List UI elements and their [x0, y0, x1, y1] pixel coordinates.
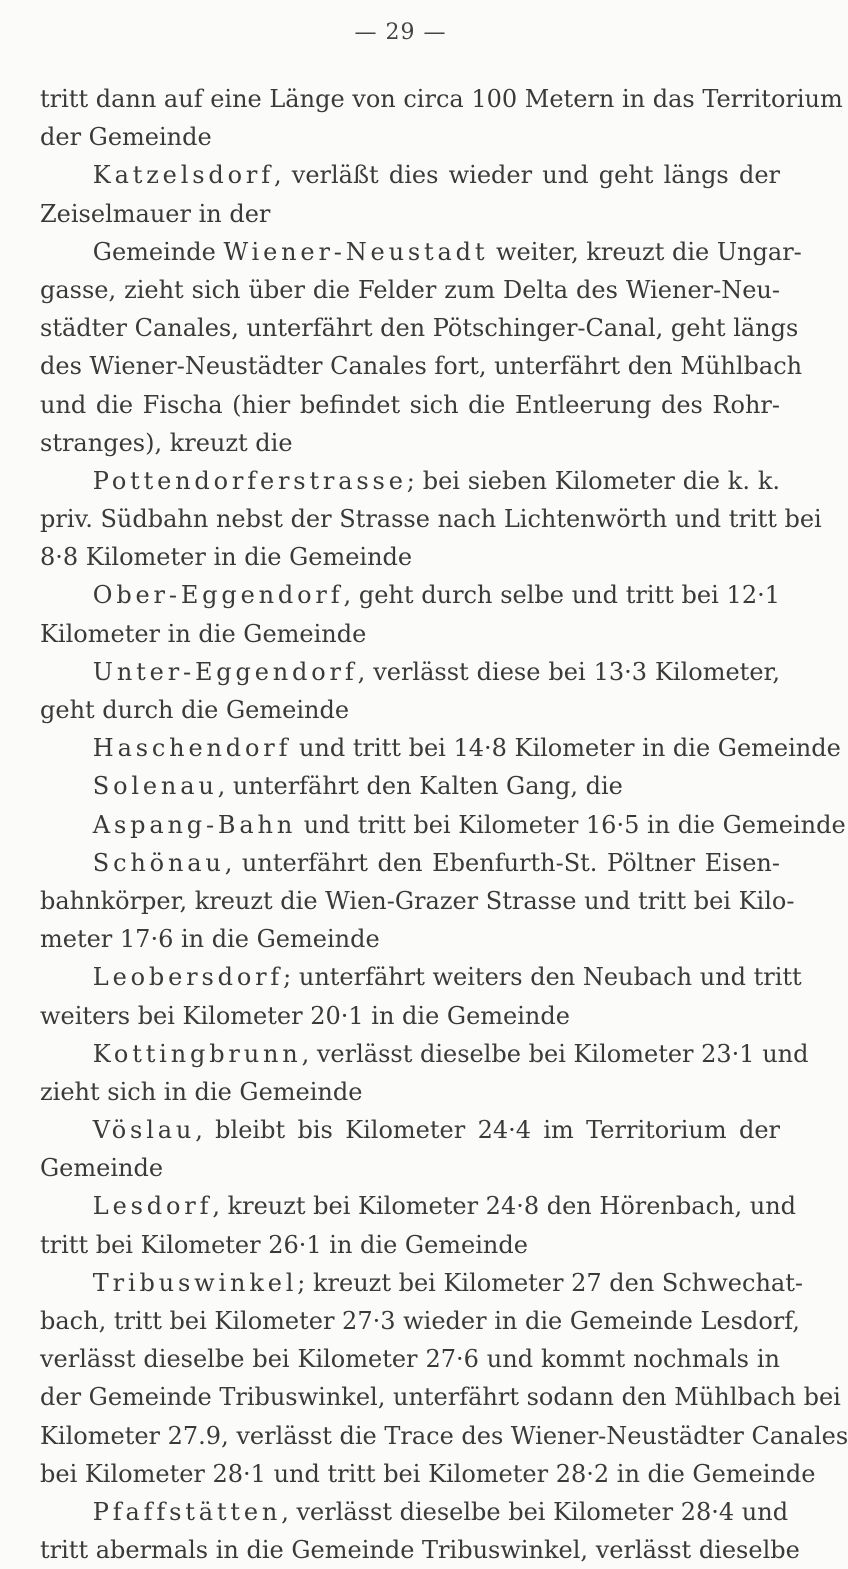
text-run: Kilometer 27.9, verlässt die Trace des Wiener-Neustädter Canales: [40, 1421, 848, 1450]
text-line: [40, 1531, 800, 1569]
text-run: , unterfährt den Ebenfurth-St. Pöltner Eisen-: [224, 848, 780, 877]
text-line: [40, 1111, 780, 1149]
text-run: , verlässt dieselbe bei Kilometer 23·1 und: [301, 1039, 809, 1068]
text-line: [40, 576, 780, 614]
place-name: Solenau: [92, 772, 218, 801]
text-run: bei Kilometer 28·1 und tritt bei Kilometer 28·2 in die Gemeinde: [40, 1459, 816, 1488]
text-line: [40, 958, 802, 996]
text-line: [40, 653, 780, 691]
text-run: , geht durch selbe und tritt bei 12·1: [343, 581, 780, 610]
text-line: [40, 1149, 780, 1187]
text-line: [40, 156, 780, 194]
text-run: tritt dann auf eine Länge von circa 100 Metern in das Territorium: [40, 85, 843, 113]
place-name: Pfaffstätten: [92, 1497, 282, 1526]
text-run: bahnkörper, kreuzt die Wien-Grazer Strasse und tritt bei Kilo-: [40, 886, 795, 915]
text-line: [40, 767, 780, 805]
text-run: verlässt dieselbe bei Kilometer 27·6 und kommt nochmals in: [40, 1345, 780, 1374]
text-run: weiters bei Kilometer 20·1 in die Gemeinde: [40, 1001, 570, 1030]
place-name: Haschendorf: [92, 734, 292, 763]
text-run: und tritt bei Kilometer 16·5 in die Gemeinde: [296, 810, 846, 839]
text-line: [40, 920, 780, 958]
text-line: [40, 347, 803, 385]
text-line: [40, 1378, 841, 1416]
text-line: [40, 1226, 780, 1264]
text-run: gasse, zieht sich über die Felder zum Delta des Wiener-Neu-: [40, 275, 780, 304]
text-line: [40, 997, 780, 1035]
place-name: Vöslau: [92, 1116, 196, 1145]
place-name: Tribuswinkel: [92, 1268, 298, 1297]
text-line: [40, 118, 780, 156]
text-run: der Gemeinde: [40, 123, 212, 152]
text-run: Kilometer in die Gemeinde: [40, 619, 367, 648]
text-run: des Wiener-Neustädter Canales fort, unterfährt den Mühlbach: [40, 352, 803, 381]
place-name: Unter-Eggendorf: [92, 657, 358, 686]
text-run: bach, tritt bei Kilometer 27·3 wieder in die Gemeinde Lesdorf,: [40, 1307, 800, 1335]
text-line: [40, 615, 780, 653]
text-line: [40, 729, 841, 767]
text-run: geht durch die Gemeinde: [40, 696, 350, 724]
place-name: Aspang-Bahn: [92, 810, 297, 839]
text-run: städter Canales, unterfährt den Pötschinger-Canal, geht längs: [40, 314, 799, 343]
place-name: Kottingbrunn: [92, 1039, 302, 1068]
text-run: weiter, kreuzt die Ungar-: [488, 237, 802, 266]
text-line: [40, 271, 780, 309]
place-name: Ober-Eggendorf: [92, 581, 344, 610]
text-run: Gemeinde: [40, 1154, 164, 1183]
text-run: ; bei sieben Kilometer die k. k.: [406, 466, 780, 495]
text-line: [40, 233, 802, 271]
place-name: Lesdorf: [92, 1192, 213, 1221]
text-line: [40, 844, 780, 882]
text-run: , verlässt diese bei 13·3 Kilometer,: [357, 657, 780, 686]
text-run: tritt bei Kilometer 26·1 in die Gemeinde: [40, 1230, 528, 1259]
text-line: [40, 1187, 797, 1225]
text-run: ; unterfährt weiters den Neubach und tritt: [283, 963, 802, 992]
place-name: Wiener-Neustadt: [223, 237, 489, 266]
text-line: [40, 80, 843, 118]
text-line: [40, 806, 846, 844]
text-line: [40, 424, 780, 462]
text-line: [40, 1417, 848, 1455]
text-line: [40, 1035, 809, 1073]
place-name: Pottendorferstrasse: [92, 466, 407, 495]
text-line: [40, 1340, 780, 1378]
text-run: meter 17·6 in die Gemeinde: [40, 925, 380, 954]
text-run: 8·8 Kilometer in die Gemeinde: [40, 543, 413, 572]
page-number: — 29 —: [354, 20, 447, 45]
text-run: und die Fischa (hier befindet sich die Entleerung des Rohr-: [40, 390, 780, 419]
text-run: tritt abermals in die Gemeinde Tribuswinkel, verlässt dieselbe: [40, 1536, 800, 1565]
text-line: [40, 1455, 816, 1493]
text-line: [40, 1264, 803, 1302]
text-run: und tritt bei 14·8 Kilometer in die Gemeinde: [291, 734, 841, 763]
text-line: [40, 309, 799, 347]
text-run: der Gemeinde Tribuswinkel, unterfährt sodann den Mühlbach bei: [40, 1383, 841, 1412]
text-run: , kreuzt bei Kilometer 24·8 den Hörenbach, und: [212, 1192, 797, 1221]
text-line: [40, 691, 780, 729]
text-run: Zeiselmauer in der: [40, 199, 271, 228]
text-run: , unterfährt den Kalten Gang, die: [217, 772, 623, 801]
place-name: Katzelsdorf: [92, 161, 274, 190]
text-run: , verläßt dies wieder und geht längs der: [273, 161, 780, 190]
text-line: [40, 500, 822, 538]
text-line: [40, 462, 780, 500]
text-line: [40, 882, 795, 920]
text-run: priv. Südbahn nebst der Strasse nach Lichtenwörth und tritt bei: [40, 505, 822, 534]
text-run: Gemeinde: [92, 237, 224, 266]
text-run: ; kreuzt bei Kilometer 27 den Schwechat-: [297, 1268, 803, 1297]
text-line: [40, 195, 780, 233]
text-line: [40, 1073, 780, 1111]
place-name: Leobersdorf: [92, 963, 284, 992]
text-line: [40, 1302, 800, 1340]
text-run: , verlässt dieselbe bei Kilometer 28·4 und: [281, 1497, 789, 1526]
body-text: [40, 80, 848, 1569]
text-line: [40, 1493, 789, 1531]
text-run: stranges), kreuzt die: [40, 428, 293, 457]
text-run: , bleibt bis Kilometer 24·4 im Territorium der: [195, 1116, 780, 1145]
text-line: [40, 386, 780, 424]
text-line: [40, 538, 780, 576]
place-name: Schönau: [92, 848, 225, 877]
text-run: zieht sich in die Gemeinde: [40, 1077, 363, 1106]
